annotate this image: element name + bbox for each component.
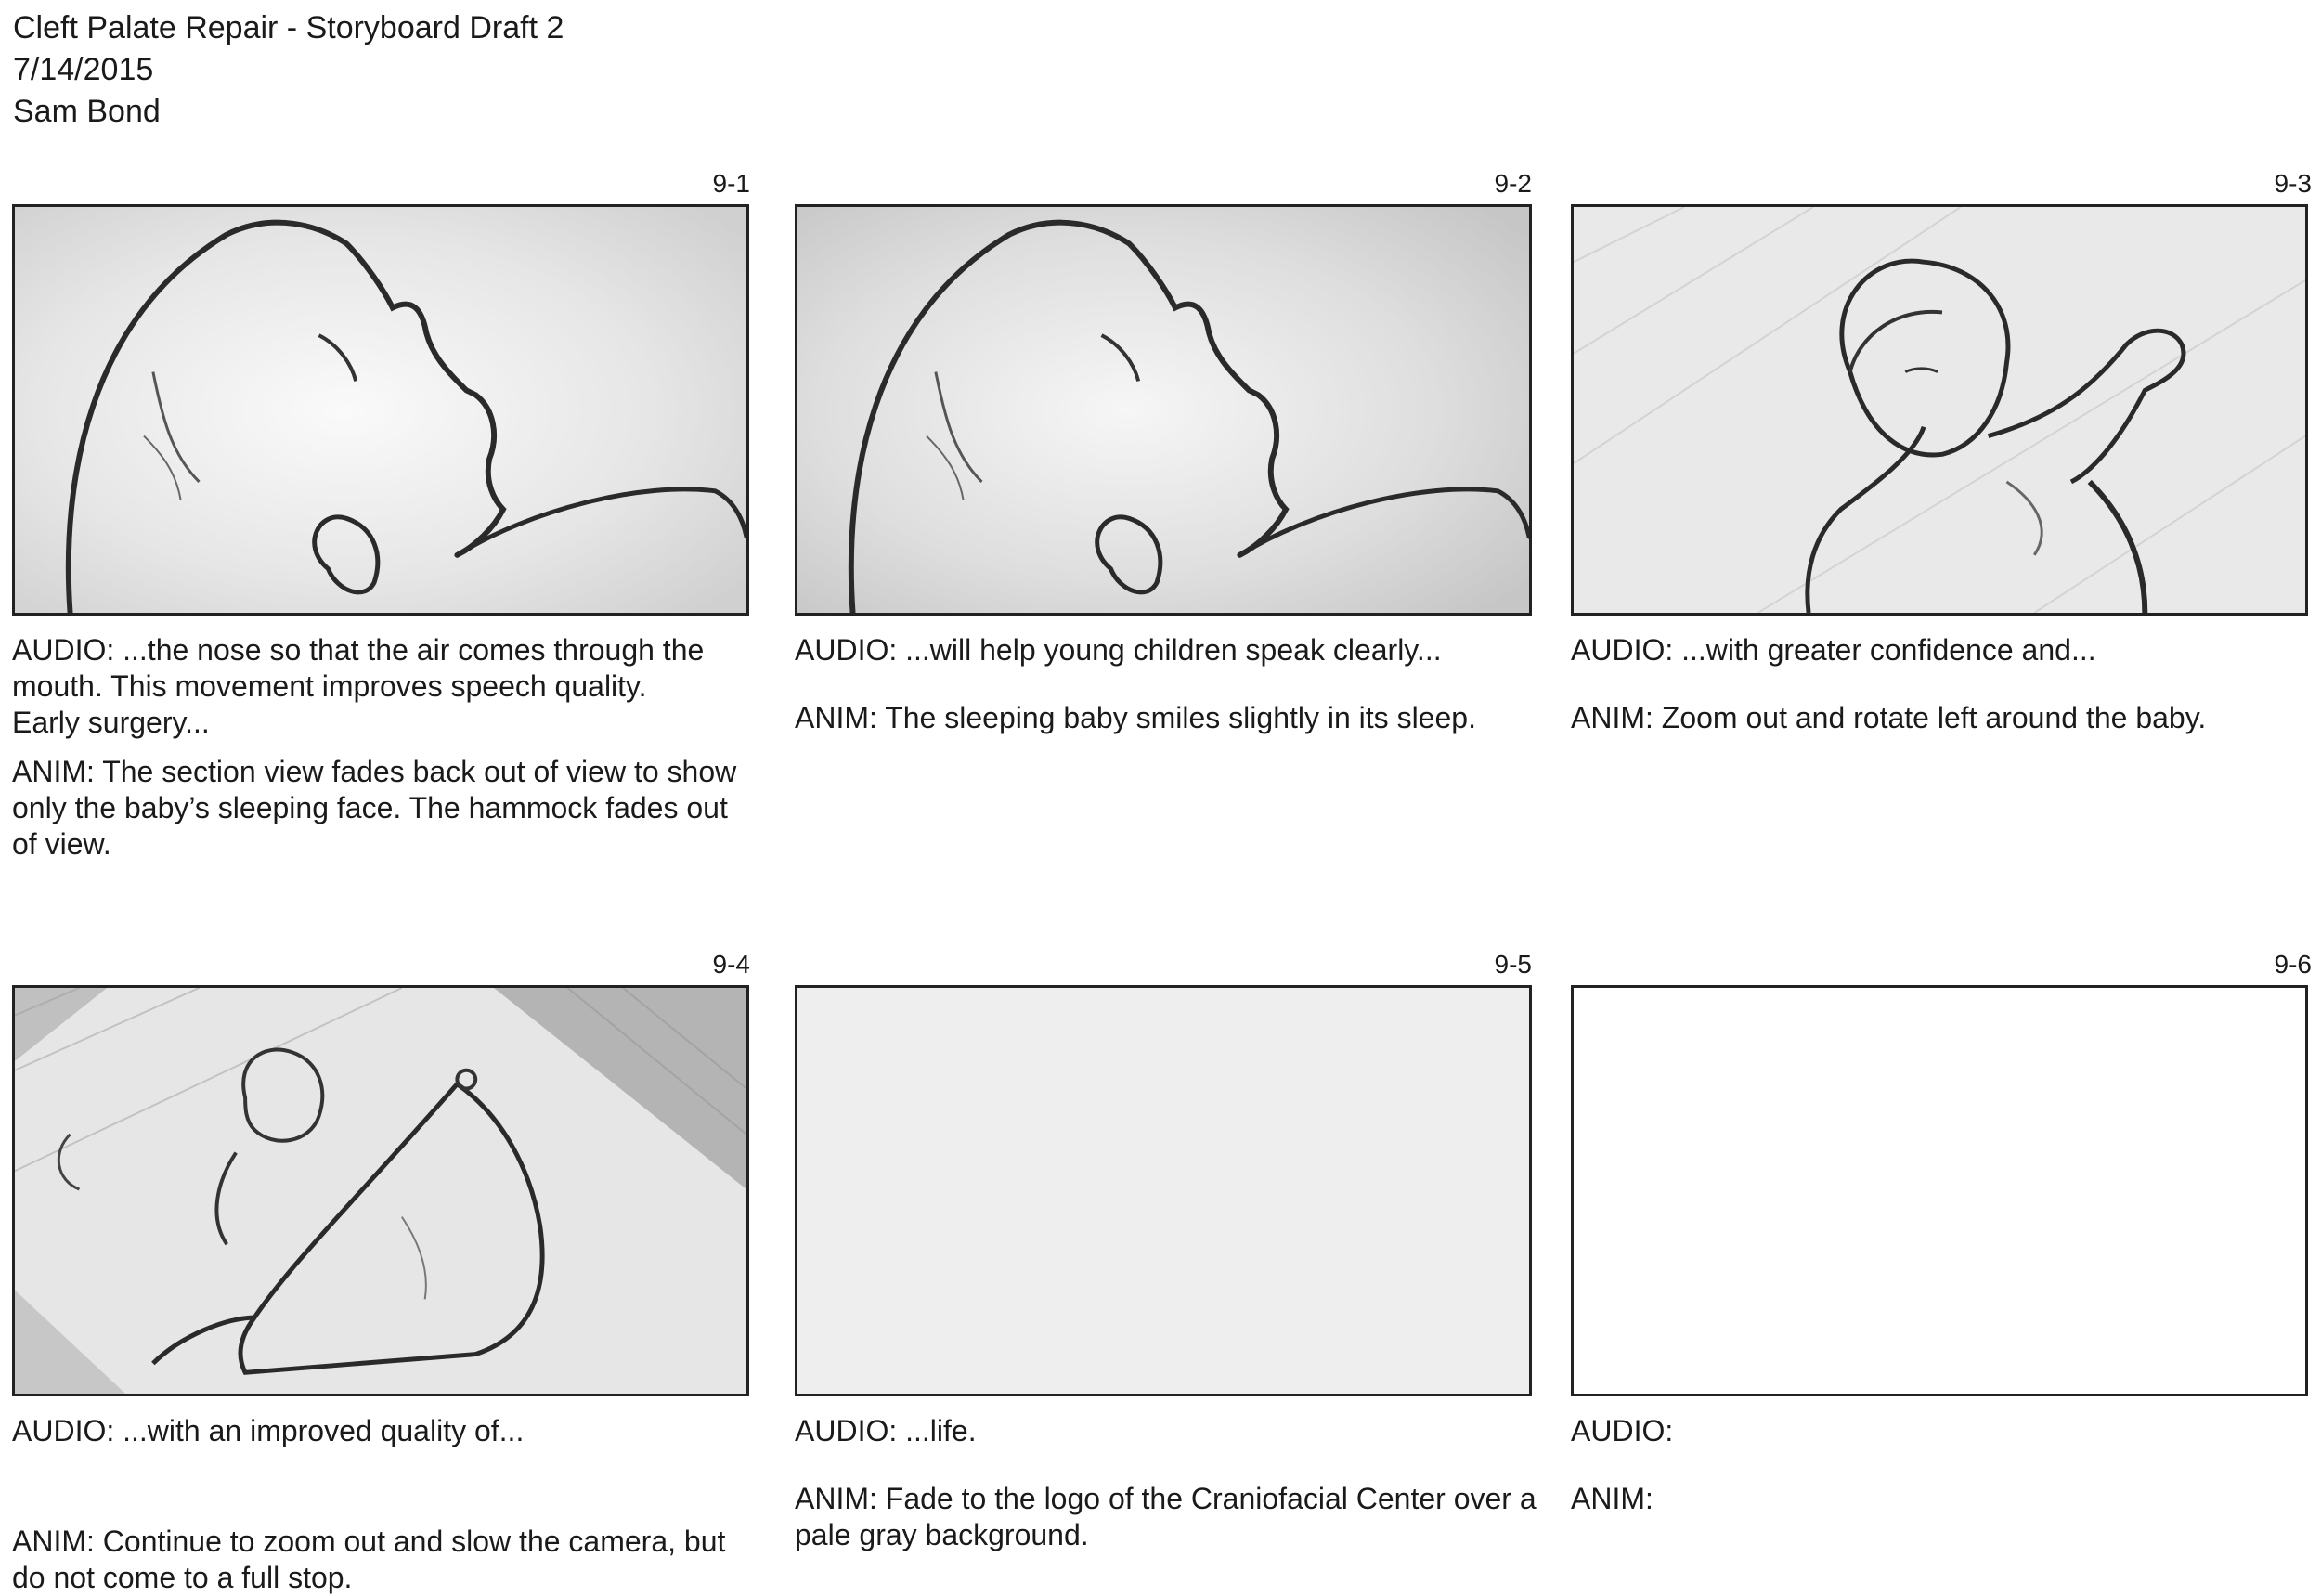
panel-number: 9-3: [2274, 169, 2312, 198]
panel-caption-9-2: [795, 632, 1537, 736]
panel-caption-9-5: [795, 1413, 1537, 1553]
panel-number: 9-2: [1494, 169, 1532, 198]
panel-number: 9-1: [712, 169, 750, 198]
audio-line: AUDIO: ...with an improved quality of...: [12, 1414, 525, 1447]
panel-caption-9-3: [1571, 632, 2314, 736]
anim-line: do not come to a full stop.: [12, 1561, 353, 1594]
anim-line: ANIM: Continue to zoom out and slow the camera, but: [12, 1525, 726, 1558]
audio-line: Early surgery...: [12, 706, 210, 739]
storyboard-title: Cleft Palate Repair - Storyboard Draft 2: [13, 10, 564, 45]
panel-frame-9-2: [795, 204, 1532, 616]
audio-line: mouth. This movement improves speech quality.: [12, 669, 647, 703]
anim-line: ANIM: Zoom out and rotate left around the baby.: [1571, 701, 2207, 734]
baby-hammock-sketch: [15, 988, 746, 1394]
panel-frame-9-1: [12, 204, 749, 616]
audio-line: AUDIO: ...life.: [795, 1414, 977, 1447]
panel-caption-9-4: [12, 1413, 755, 1596]
anim-line: ANIM: The sleeping baby smiles slightly in its sleep.: [795, 701, 1476, 734]
panel-frame-9-6: [1571, 985, 2308, 1396]
anim-line: only the baby’s sleeping face. The hammock fades out: [12, 791, 728, 824]
baby-face-sketch: [797, 207, 1529, 613]
panel-number: 9-6: [2274, 950, 2312, 979]
anim-line: ANIM: Fade to the logo of the Craniofacial Center over a: [795, 1482, 1537, 1515]
anim-line: ANIM: The section view fades back out of view to show: [12, 755, 737, 788]
audio-line: AUDIO:: [1571, 1414, 1674, 1447]
baby-face-sketch: [15, 207, 746, 613]
storyboard-header: [13, 7, 564, 133]
baby-body-sketch: [1574, 207, 2305, 613]
audio-line: AUDIO: ...the nose so that the air comes through the: [12, 633, 705, 667]
panel-caption-9-1: [12, 632, 755, 863]
audio-line: AUDIO: ...will help young children speak clearly...: [795, 633, 1442, 667]
panel-frame-9-5: [795, 985, 1532, 1396]
anim-line: pale gray background.: [795, 1518, 1089, 1551]
anim-line: ANIM:: [1571, 1482, 1653, 1515]
panel-number: 9-4: [712, 950, 750, 979]
anim-line: of view.: [12, 827, 111, 861]
storyboard-author: Sam Bond: [13, 94, 161, 129]
panel-caption-9-6: [1571, 1413, 2314, 1517]
storyboard-date: 7/14/2015: [13, 52, 154, 87]
panel-number: 9-5: [1494, 950, 1532, 979]
panel-frame-9-4: [12, 985, 749, 1396]
panel-frame-9-3: [1571, 204, 2308, 616]
audio-line: AUDIO: ...with greater confidence and...: [1571, 633, 2096, 667]
